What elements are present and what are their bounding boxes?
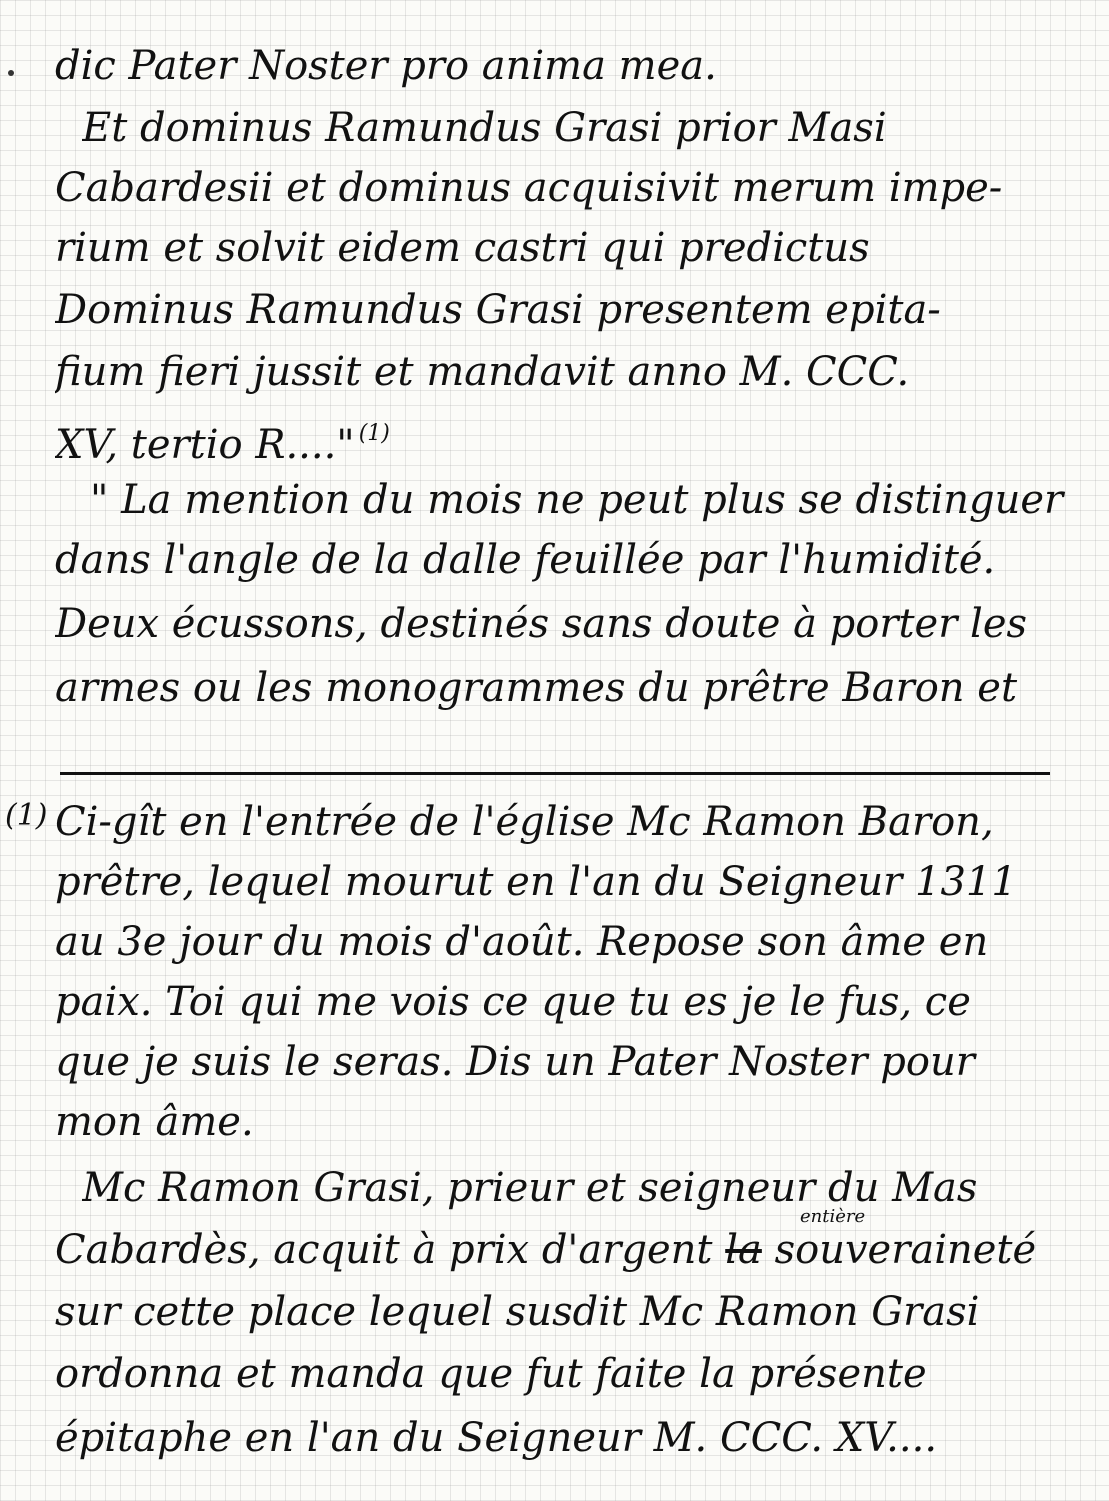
footnote-line-6: mon âme. xyxy=(55,1099,254,1145)
text-line-1: dic Pater Noster pro anima mea. xyxy=(55,43,717,89)
text-line-10: Deux écussons, destinés sans doute à porter les xyxy=(55,601,1028,647)
footnote-line-5: que je suis le seras. Dis un Pater Noster pour xyxy=(55,1039,975,1085)
footnote-line-3: au 3e jour du mois d'août. Repose son âme en xyxy=(55,919,989,965)
text-line-4: rium et solvit eidem castri qui predictus xyxy=(55,225,870,271)
footnote-line-7: Mc Ramon Grasi, prieur et seigneur du Mas xyxy=(82,1165,978,1211)
footnote-marker: (1) xyxy=(5,798,48,833)
footnote-line-8-start: Cabardès, acquit à prix d'argent xyxy=(55,1227,713,1273)
text-line-5: Dominus Ramundus Grasi presentem epita- xyxy=(55,287,941,333)
text-line-7 xyxy=(55,404,1075,475)
text-line-2: Et dominus Ramundus Grasi prior Masi xyxy=(82,105,887,151)
text-line-3: Cabardesii et dominus acquisivit merum impe- xyxy=(55,165,1003,211)
interlinear-insertion: entière xyxy=(800,1206,866,1227)
text-line-6: fium fieri jussit et mandavit anno M. CCC. xyxy=(55,349,910,395)
footnote-line-8 xyxy=(55,1220,1075,1280)
footnote-line-9: sur cette place lequel susdit Mc Ramon Grasi xyxy=(55,1289,980,1335)
text-line-9: dans l'angle de la dalle feuillée par l'humidité. xyxy=(55,537,996,583)
footnote-line-8-end: souveraineté xyxy=(774,1227,1037,1273)
footnote-line-2: prêtre, lequel mourut en l'an du Seigneur 1311 xyxy=(55,859,1017,905)
footnote-line-1: Ci-gît en l'entrée de l'église Mc Ramon Baron, xyxy=(55,799,994,845)
footnote-divider xyxy=(60,772,1050,775)
footnote-line-4: paix. Toi qui me vois ce que tu es je le fus, ce xyxy=(55,979,971,1025)
text-line-8: " La mention du mois ne peut plus se distinguer xyxy=(90,477,1064,523)
ink-dot xyxy=(8,70,14,76)
footnote-line-11: épitaphe en l'an du Seigneur M. CCC. XV.... xyxy=(55,1415,938,1461)
text-line-11: armes ou les monogrammes du prêtre Baron et xyxy=(55,665,1018,711)
footnote-reference: (1) xyxy=(358,421,390,446)
text-line-7-body: XV, tertio R...." xyxy=(55,422,355,468)
footnote-line-10: ordonna et manda que fut faite la présente xyxy=(55,1351,927,1397)
struck-word: la xyxy=(725,1227,762,1273)
